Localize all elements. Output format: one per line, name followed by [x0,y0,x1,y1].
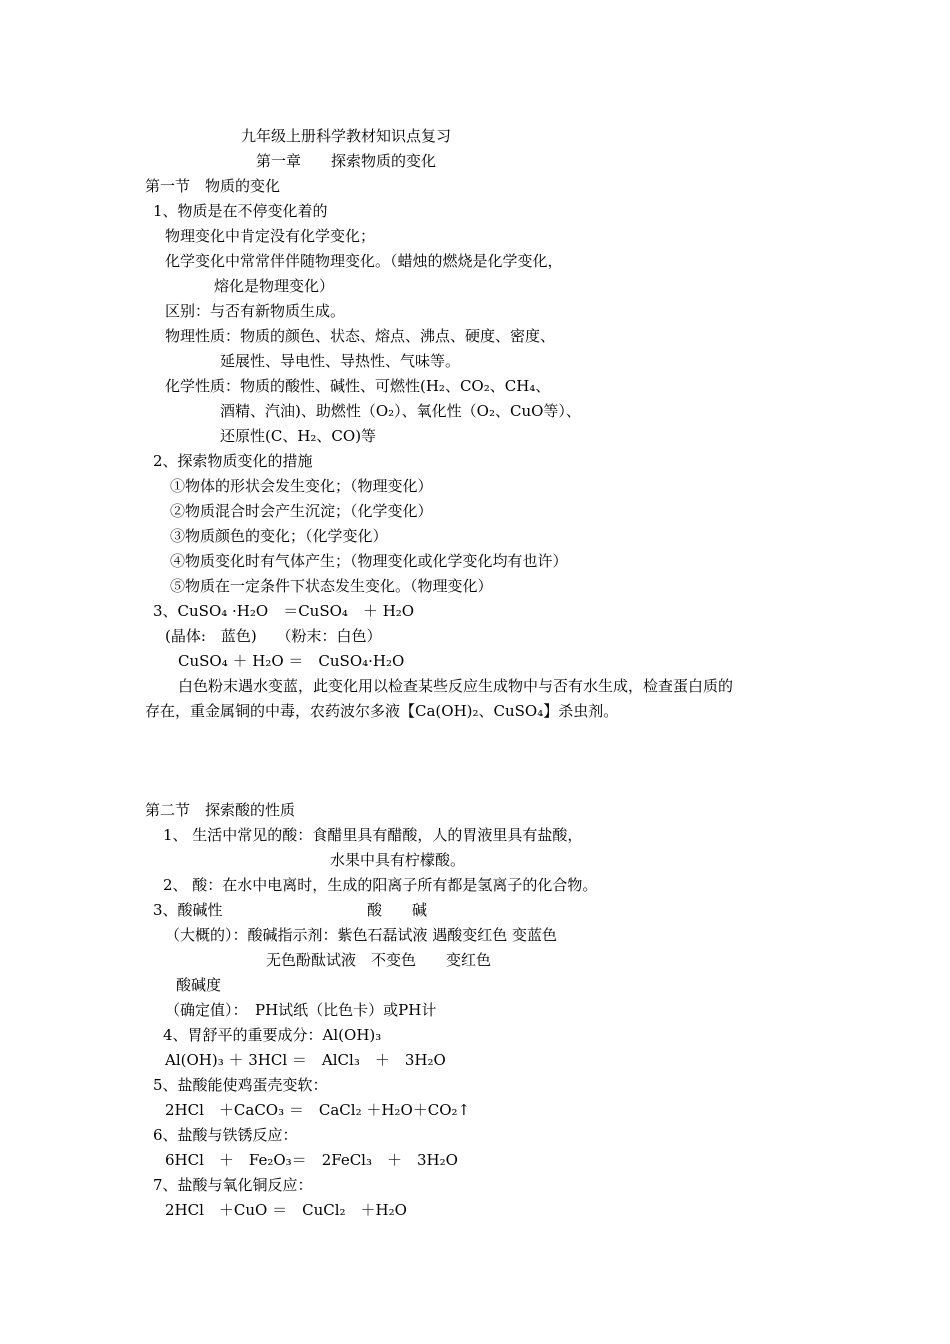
s2-line: 水果中具有柠檬酸。 [330,851,466,869]
section1-heading: 第一节 物质的变化 [145,177,281,195]
s2-line: 1、 生活中常见的酸：食醋里具有醋酸，人的胃液里具有盐酸， [163,826,583,844]
s1-line: (晶体: 蓝色) （粉末：白色） [165,627,382,645]
s1-item1: 1、物质是在不停变化着的 [153,202,328,220]
s1-line: 化学变化中常常伴伴随物理变化。（蜡烛的燃烧是化学变化， [165,252,563,270]
s1-line: 酒精、汽油)、助燃性（O₂）、氧化性（O₂、CuO等）、 [220,402,581,420]
s2-line: （大概的）：酸碱指示剂：紫色石磊试液 遇酸变红色 变蓝色 [165,926,558,944]
s1-method: ②物质混合时会产生沉淀；（化学变化） [170,502,433,520]
s1-line: 物理变化中肯定没有化学变化； [165,227,376,245]
s1-line: 延展性、导电性、导热性、气味等。 [220,352,461,370]
s2-equation: Al(OH)₃ ＋ 3HCl ＝ AlCl₃ ＋ 3H₂O [165,1051,446,1069]
s1-line: 还原性(C、H₂、CO)等 [220,427,377,445]
s2-acid-base-header: 酸 碱 [367,901,428,919]
s1-line: 化学性质：物质的酸性、碱性、可燃性(H₂、CO₂、CH₄、 [165,377,551,395]
s1-paragraph: 白色粉末遇水变蓝，此变化用以检查某些反应生成物中与否有水生成，检查蛋白质的 [178,677,734,695]
s1-method: ⑤物质在一定条件下状态发生变化。（物理变化） [170,577,493,595]
s2-equation: 6HCl ＋ Fe₂O₃＝ 2FeCl₃ ＋ 3H₂O [165,1151,458,1169]
s2-line: 3、酸碱性 [153,901,223,919]
s2-line: 5、盐酸能使鸡蛋壳变软： [153,1076,328,1094]
section2-heading: 第二节 探索酸的性质 [145,801,296,819]
s1-line: 熔化是物理变化） [214,277,335,295]
chapter-heading: 第一章 探索物质的变化 [256,152,437,170]
s1-item2: 2、探索物质变化的措施 [153,452,313,470]
s2-line: 4、胃舒平的重要成分：Al(OH)₃ [163,1026,382,1044]
s1-paragraph: 存在，重金属铜的中毒，农药波尔多液【Ca(OH)₂、CuSO₄】杀虫剂。 [145,702,619,720]
s1-method: ①物体的形状会发生变化；（物理变化） [170,477,433,495]
s1-line: 物理性质：物质的颜色、状态、熔点、沸点、硬度、密度、 [165,327,556,345]
s2-line: 6、盐酸与铁锈反应： [153,1126,298,1144]
s1-equation: CuSO₄ ＋ H₂O ＝ CuSO₄·H₂O [178,652,405,670]
s2-equation: 2HCl ＋CuO ＝ CuCl₂ ＋H₂O [165,1201,407,1219]
s2-equation: 2HCl ＋CaCO₃ ＝ CaCl₂ ＋H₂O＋CO₂↑ [165,1101,471,1119]
doc-title: 九年级上册科学教材知识点复习 [241,127,452,145]
s1-item3: 3、CuSO₄ ·H₂O ＝CuSO₄ ＋ H₂O [153,602,415,620]
s1-line: 区别：与否有新物质生成。 [165,302,346,320]
s1-method: ④物质变化时有气体产生；（物理变化或化学变化均有也许） [170,552,568,570]
s2-line: 2、 酸：在水中电离时，生成的阳离子所有都是氢离子的化合物。 [163,876,598,894]
s2-line: （确定值）： PH试纸（比色卡）或PH计 [165,1001,437,1019]
s2-line: 酸碱度 [176,976,222,994]
s2-line: 7、盐酸与氧化铜反应： [153,1176,313,1194]
s2-line: 无色酚酞试液 不变色 变红色 [266,951,492,969]
s1-method: ③物质颜色的变化；（化学变化） [170,527,388,545]
